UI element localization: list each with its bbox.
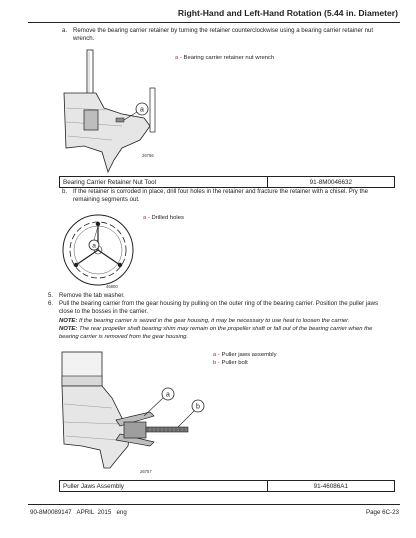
callout-letter-b: b xyxy=(196,403,200,411)
figure2-callout-a-letter: a xyxy=(143,215,147,221)
callout-letter-a: a xyxy=(92,242,96,250)
header-divider xyxy=(28,22,400,23)
callout-leader-a xyxy=(144,398,163,416)
tool1-name: Bearing Carrier Retainer Nut Tool xyxy=(60,177,268,188)
puller-bolt xyxy=(146,427,188,432)
tool-table-1 xyxy=(59,176,395,188)
footer-doc-info: 90-8M0089147 APRIL 2015 eng xyxy=(30,509,127,516)
note-2-line2: bearing carrier is removed from the gear housing. xyxy=(59,334,189,340)
wrench-breaker-bar xyxy=(150,88,155,132)
figure3-callout-a-text: Puller jaws assembly xyxy=(221,352,277,358)
gear-housing-band xyxy=(62,376,102,386)
tool2-name: Puller Jaws Assembly xyxy=(60,481,268,492)
figure1-callout-a-text: Bearing carrier retainer nut wrench xyxy=(183,55,275,61)
figure3-callout-b: b - Puller bolt xyxy=(213,360,248,366)
footer-divider xyxy=(28,504,400,505)
figure-puller-gearcase xyxy=(58,350,208,472)
drilled-hole-3 xyxy=(118,263,122,267)
figure1-callout-a: a - Bearing carrier retainer nut wrench xyxy=(175,55,275,61)
step-5 xyxy=(48,292,388,300)
note-1 xyxy=(59,317,404,325)
figure1-number: 26756 xyxy=(142,153,154,158)
step-b-label: b. xyxy=(62,188,68,195)
note-2 xyxy=(59,325,404,333)
step-b xyxy=(62,188,402,206)
note-2-line1: The rear propeller shaft bearing shim may remain on the propeller shaft or fall out of the bearing carrier when the xyxy=(77,326,373,332)
puller-body xyxy=(124,422,146,438)
figure2-number: 46800 xyxy=(106,284,118,289)
step-5-label: 5. xyxy=(48,292,54,299)
step-a-line2: wrench. xyxy=(73,35,95,42)
page-header-title: Right-Hand and Left-Hand Rotation (5.44 in. Diameter) xyxy=(177,8,398,18)
tool2-part-number: 91-46086A1 xyxy=(267,481,394,492)
tool1-part-number: 91-8M0046632 xyxy=(267,177,394,188)
figure3-callout-b-letter: b xyxy=(213,360,217,366)
callout-letter-a: a xyxy=(140,106,144,114)
step-6-line1: Pull the bearing carrier from the gear housing by pulling on the outer ring of the bearing carrier. Position the puller jaws xyxy=(59,300,379,307)
step-a-label: a. xyxy=(62,27,68,34)
tool-table-2 xyxy=(59,480,395,492)
note-1-label: NOTE: xyxy=(59,318,78,324)
propeller-shaft xyxy=(116,118,124,122)
figure2-callout-a-text: Drilled holes xyxy=(151,215,184,221)
note-1-text: If the bearing carrier is seized in the gear housing, it may be necessary to use heat to loosen the carrier. xyxy=(77,318,350,324)
step-6-line2: close to the bosses in the carrier. xyxy=(59,308,149,315)
step-b-line2: remaining segments out. xyxy=(73,196,140,203)
step-6 xyxy=(48,300,404,316)
step-6-label: 6. xyxy=(48,300,54,307)
figure3-callout-a-letter: a xyxy=(213,352,217,358)
figure-gearcase-wrench xyxy=(62,48,182,176)
figure3-callout-b-text: Puller bolt xyxy=(221,360,248,366)
callout-letter-a: a xyxy=(166,391,170,399)
gearcase-body xyxy=(64,93,150,172)
note-2-label: NOTE: xyxy=(59,326,78,332)
note-2-continued xyxy=(59,333,404,341)
step-a xyxy=(62,27,402,45)
figure3-number: 26757 xyxy=(140,469,152,474)
step-b-line1: If the retainer is corroded in place, drill four holes in the retainer and fracture the retainer with a chisel. Pry the xyxy=(73,188,369,195)
figure1-callout-a-letter: a xyxy=(175,55,179,61)
step-a-line1: Remove the bearing carrier retainer by turning the retainer counterclockwise using a bearing carrier retainer nut xyxy=(73,27,374,34)
drilled-hole-1 xyxy=(96,222,100,226)
drilled-hole-2 xyxy=(74,263,78,267)
wrench-head xyxy=(84,110,98,130)
figure-retainer-holes xyxy=(60,211,138,291)
figure3-callout-a: a - Puller jaws assembly xyxy=(213,352,277,358)
figure2-callout-a: a - Drilled holes xyxy=(143,215,184,221)
footer-page-number: Page 6C-23 xyxy=(365,509,399,516)
gearcase-body xyxy=(62,386,130,468)
callout-leader-b xyxy=(178,411,194,427)
step-5-text: Remove the tab washer. xyxy=(59,292,125,299)
